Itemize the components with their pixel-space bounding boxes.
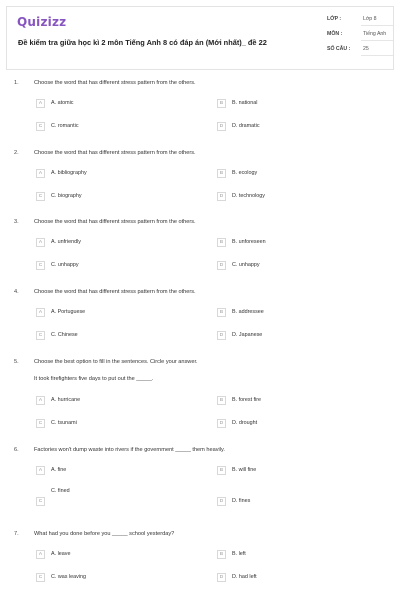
- option-letter-box[interactable]: B: [217, 550, 226, 559]
- meta-count-value: 25: [363, 46, 369, 52]
- question-sentence: It took firefighters five days to put out the _____.: [34, 376, 154, 382]
- option-text: A. unfriendly: [51, 239, 81, 245]
- option-letter-box[interactable]: D: [217, 573, 226, 582]
- option-text: B. national: [232, 100, 258, 106]
- question-number: 5.: [14, 359, 19, 365]
- option-text: B. unforeseen: [232, 239, 266, 245]
- option-text: D. technology: [232, 193, 265, 199]
- question-text: Choose the word that has different stress pattern from the others.: [34, 219, 196, 225]
- option-text: A. hurricane: [51, 397, 81, 403]
- question-number: 6.: [14, 447, 19, 453]
- question-text: What had you done before you _____ school yesterday?: [34, 531, 175, 537]
- meta-divider: [361, 40, 393, 41]
- question-number: 3.: [14, 219, 19, 225]
- option-letter-box[interactable]: D: [217, 192, 226, 201]
- question-text: Choose the best option to fill in the sentences. Circle your answer.: [34, 359, 198, 365]
- meta-subject-value: Tiếng Anh: [363, 31, 387, 37]
- option-letter-box[interactable]: C: [36, 573, 45, 582]
- option-text: C. tsunami: [51, 420, 77, 426]
- option-letter-box[interactable]: D: [217, 261, 226, 270]
- question-number: 4.: [14, 289, 19, 295]
- option-letter-box[interactable]: C: [36, 192, 45, 201]
- question-text: Factories won't dump waste into rivers if the government _____ them heavily.: [34, 447, 225, 453]
- option-letter-box[interactable]: B: [217, 466, 226, 475]
- option-text: D. drought: [232, 420, 258, 426]
- option-letter-box[interactable]: A: [36, 396, 45, 405]
- option-text: C. romantic: [51, 123, 79, 129]
- option-letter-box[interactable]: C: [36, 122, 45, 131]
- option-text: A. fine: [51, 467, 67, 473]
- option-text: D. dramatic: [232, 123, 260, 129]
- question-text: Choose the word that has different stress pattern from the others.: [34, 150, 196, 156]
- option-text: B. will fine: [232, 467, 257, 473]
- meta-divider: [361, 25, 393, 26]
- option-text: C. biography: [51, 193, 82, 199]
- option-text: A. Portuguese: [51, 309, 86, 315]
- option-letter-box[interactable]: A: [36, 99, 45, 108]
- question-number: 7.: [14, 531, 19, 537]
- worksheet-header: [6, 6, 394, 70]
- option-letter-box[interactable]: B: [217, 238, 226, 247]
- option-letter-box[interactable]: D: [217, 331, 226, 340]
- question-text: Choose the word that has different stress pattern from the others.: [34, 289, 196, 295]
- option-letter-box[interactable]: A: [36, 308, 45, 317]
- option-letter-box[interactable]: C: [36, 261, 45, 270]
- option-text: A. atomic: [51, 100, 74, 106]
- option-letter-box[interactable]: A: [36, 238, 45, 247]
- option-letter-box[interactable]: A: [36, 169, 45, 178]
- meta-subject-label: MÔN :: [327, 31, 343, 37]
- option-text: D. fines: [232, 498, 251, 504]
- meta-count-label: SỐ CÂU :: [327, 46, 351, 52]
- meta-grade-value: Lớp 8: [363, 16, 377, 22]
- option-text: B. addressee: [232, 309, 264, 315]
- option-letter-box[interactable]: B: [217, 99, 226, 108]
- question-number: 1.: [14, 80, 19, 86]
- option-text: A. bibliography: [51, 170, 87, 176]
- option-letter-box[interactable]: D: [217, 419, 226, 428]
- option-text: B. forest fire: [232, 397, 262, 403]
- option-text: C. Chinese: [51, 332, 78, 338]
- option-text: C. was leaving: [51, 574, 87, 580]
- option-text: D. Japanese: [232, 332, 263, 338]
- option-text: C. unhappy: [232, 262, 260, 268]
- option-text: A. leave: [51, 551, 71, 557]
- option-text: C. fined: [51, 488, 70, 494]
- option-letter-box[interactable]: B: [217, 169, 226, 178]
- meta-divider: [361, 55, 393, 56]
- option-letter-box[interactable]: D: [217, 497, 226, 506]
- option-letter-box[interactable]: C: [36, 331, 45, 340]
- question-text: Choose the word that has different stress pattern from the others.: [34, 80, 196, 86]
- option-letter-box[interactable]: A: [36, 466, 45, 475]
- option-text: B. left: [232, 551, 246, 557]
- option-letter-box[interactable]: D: [217, 122, 226, 131]
- meta-grade-label: LỚP :: [327, 16, 342, 22]
- question-number: 2.: [14, 150, 19, 156]
- option-text: B. ecology: [232, 170, 258, 176]
- option-text: D. had left: [232, 574, 257, 580]
- option-letter-box[interactable]: B: [217, 308, 226, 317]
- page-title: Đề kiểm tra giữa học kì 2 môn Tiếng Anh 8 có đáp án (Mới nhất)_ đề 22: [18, 38, 267, 47]
- quizizz-logo[interactable]: Quizizz: [17, 15, 67, 29]
- option-letter-box[interactable]: C: [36, 419, 45, 428]
- option-letter-box[interactable]: C: [36, 497, 45, 506]
- option-text: C. unhappy: [51, 262, 79, 268]
- option-letter-box[interactable]: B: [217, 396, 226, 405]
- option-letter-box[interactable]: A: [36, 550, 45, 559]
